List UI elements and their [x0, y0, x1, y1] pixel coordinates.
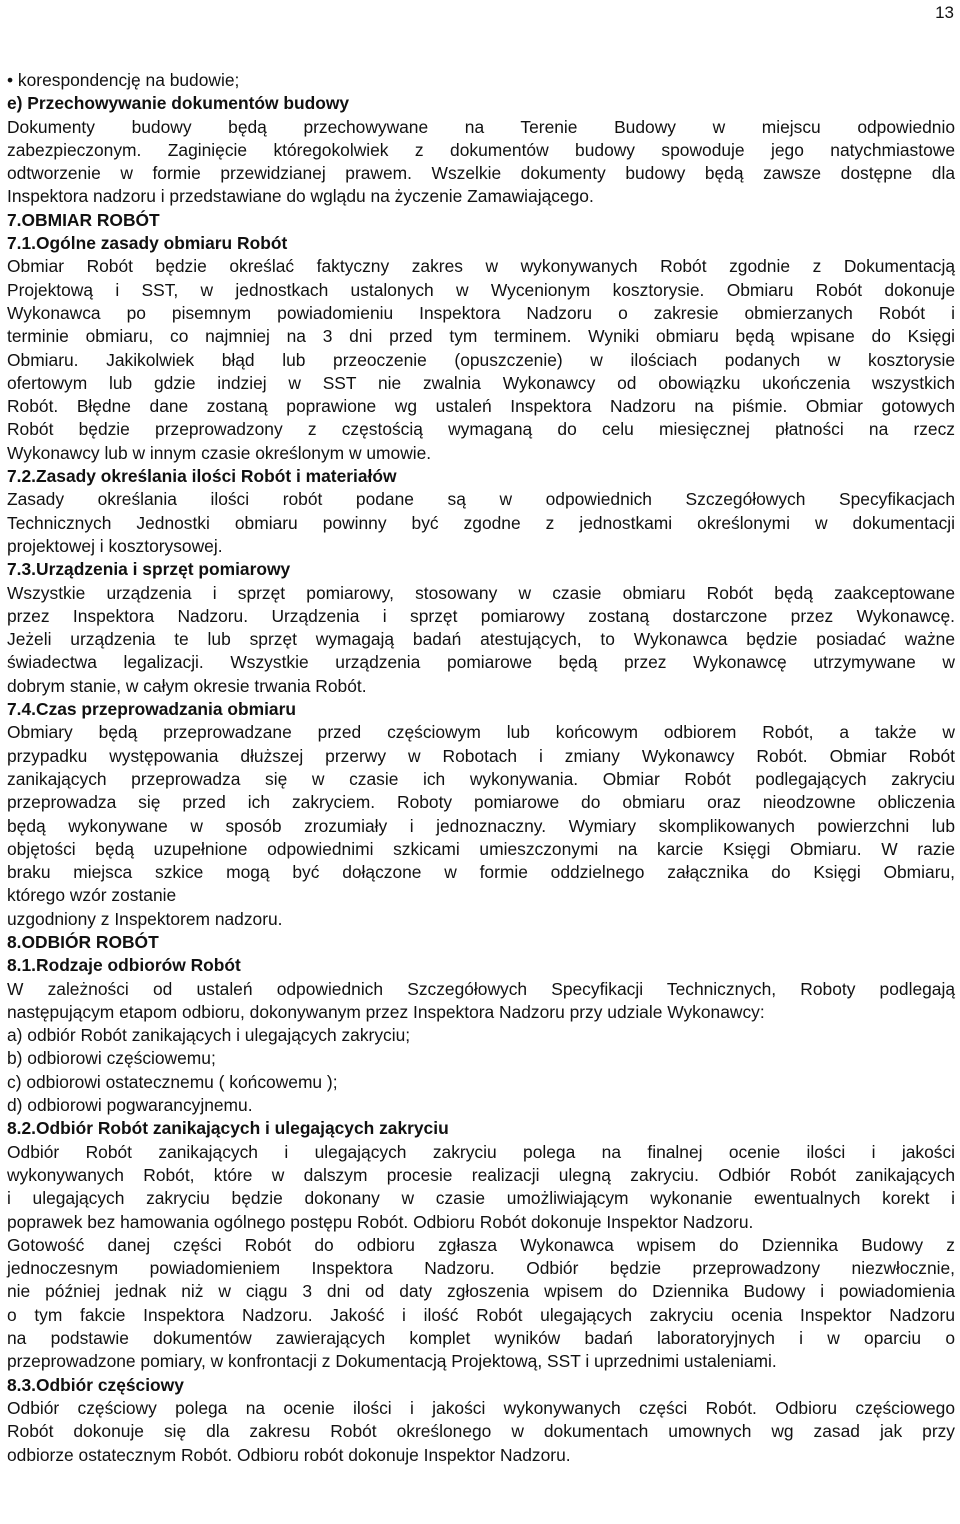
- text-line: świadectwa legalizacji. Wszystkie urządzenia pomiarowe będą przez Wykonawcę utrzymywane w: [7, 652, 955, 673]
- text-line: Gotowość danej części Robót do odbioru zgłasza Wykonawca wpisem do Dziennika Budowy z: [7, 1234, 955, 1255]
- text-line: Obmiary będą przeprowadzane przed częściowym lub końcowym odbiorem Robót, a także w: [7, 722, 955, 743]
- page-number: 13: [935, 3, 954, 22]
- text-line: Odbiór Robót zanikających i ulegających zakryciu polega na finalnej ocenie ilości i jakości: [7, 1141, 955, 1162]
- text-line: Robót będzie przeprowadzony z częstością wymaganą do celu miesięcznej płatności na rzecz: [7, 419, 955, 440]
- text-line: będą wykonywane w sposób zrozumiały i jednoznaczny. Wymiary skomplikowanych powierzchni lub: [7, 815, 955, 836]
- section-heading: 7.1.Ogólne zasady obmiaru Robót: [7, 233, 288, 254]
- text-line: dobrym stanie, w całym okresie trwania Robót.: [7, 675, 367, 696]
- text-line: Odbiór częściowy polega na ocenie ilości i jakości wykonywanych części Robót. Odbioru częściowego: [7, 1397, 955, 1418]
- text-line: objętości będą uzupełnione odpowiednimi szkicami umieszczonymi na karcie Księgi Obmiaru. W razie: [7, 838, 955, 859]
- text-line: • korespondencję na budowie;: [7, 70, 240, 90]
- text-line: nie później jednak niż w ciągu 3 dni od daty zgłoszenia wpisem do Dziennika Budowy i powiadomienia: [7, 1281, 955, 1302]
- section-heading: 7.3.Urządzenia i sprzęt pomiarowy: [7, 559, 291, 580]
- text-line: przeprowadza się przed ich zakryciem. Roboty pomiarowe do obmiaru oraz nieodzowne obliczenia: [7, 792, 955, 813]
- section-heading: 8.2.Odbiór Robót zanikających i ulegających zakryciu: [7, 1118, 449, 1139]
- text-line: projektowej i kosztorysowej.: [7, 535, 223, 556]
- text-line: odtworzenie w formie przewidzianej prawem. Wszelkie dokumenty budowy będą zawsze dostępne dla: [7, 163, 955, 184]
- text-line: zanikających przeprowadza się w czasie ich wykonywania. Obmiar Robót podlegających zakryciu: [7, 768, 955, 789]
- section-heading: 7.OBMIAR ROBÓT: [7, 209, 160, 230]
- text-line: W zależności od ustaleń odpowiednich Szczegółowych Specyfikacji Technicznych, Roboty podlegają: [7, 978, 955, 999]
- text-line: Wszystkie urządzenia i sprzęt pomiarowy, stosowany w czasie obmiaru Robót będą zaakceptowane: [7, 582, 955, 603]
- text-line: Projektową i SST, w jednostkach ustalonych w Wycenionym kosztorysie. Obmiaru Robót dokonuje: [7, 279, 955, 300]
- text-line: Robót dokonuje się dla zakresu Robót określonego w dokumentach umownych wg zasad jak przy: [7, 1421, 955, 1442]
- text-line: i ulegających zakryciu będzie dokonany w czasie umożliwiającym wykonanie ewentualnych korekt i: [7, 1188, 955, 1209]
- text-line: Wykonawca po pisemnym powiadomieniu Inspektora Nadzoru o zakresie obmierzanych Robót i: [7, 302, 955, 323]
- text-line: odbiorze ostatecznym Robót. Odbioru robót dokonuje Inspektor Nadzoru.: [7, 1444, 571, 1465]
- text-line: przypadku występowania dłuższej przerwy w Robotach i zmiany Wykonawcy Robót. Obmiar Robót: [7, 745, 955, 766]
- text-line: przeprowadzone pomiary, w konfrontacji z Dokumentacją Projektową, SST i uprzednimi ustaleniami.: [7, 1351, 777, 1372]
- text-line: na podstawie dokumentów zawierających komplet wyników badań laboratoryjnych i w oparciu o: [7, 1328, 955, 1349]
- text-line: c) odbiorowi ostatecznemu ( końcowemu );: [7, 1071, 338, 1092]
- text-line: zabezpieczonym. Zaginięcie któregokolwiek z dokumentów budowy spowoduje jego natychmiastowe: [7, 139, 955, 160]
- text-line: Obmiar Robót będzie określać faktyczny zakres w wykonywanych Robót zgodnie z Dokumentacją: [7, 256, 955, 277]
- text-line: Obmiaru. Jakikolwiek błąd lub przeoczenie (opuszczenie) w ilościach podanych w kosztorysie: [7, 349, 955, 370]
- text-line: wykonywanych Robót, które w dalszym procesie realizacji ulegną zakryciu. Odbiór Robót zanikających: [7, 1164, 955, 1185]
- text-line: a) odbiór Robót zanikających i ulegających zakryciu;: [7, 1025, 411, 1046]
- text-line: Inspektora nadzoru i przedstawiane do wglądu na życzenie Zamawiającego.: [7, 186, 594, 207]
- text-line: ofertowym lub gdzie indziej w SST nie zwalnia Wykonawcy od obowiązku ukończenia wszystkich: [7, 372, 955, 393]
- text-line: d) odbiorowi pogwarancyjnemu.: [7, 1095, 253, 1116]
- text-line: poprawek bez hamowania ogólnego postępu Robót. Odbioru Robót dokonuje Inspektor Nadzoru.: [7, 1211, 754, 1232]
- text-line: następującym etapom odbioru, dokonywanym przez Inspektora Nadzoru przy udziale Wykonawcy:: [7, 1001, 765, 1022]
- text-line: o tym fakcie Inspektora Nadzoru. Jakość i ilość Robót ulegających zakryciu ocenia Inspektor Nadzoru: [7, 1304, 955, 1325]
- document-body: [7, 69, 955, 1467]
- section-heading: 7.2.Zasady określania ilości Robót i materiałów: [7, 466, 397, 487]
- text-line: jednoczesnym powiadomieniem Inspektora Nadzoru. Odbiór będzie przeprowadzony niezwłocznie,: [7, 1258, 955, 1279]
- text-line: braku miejsca szkice mogą być dołączone w formie oddzielnego załącznika do Księgi Obmiaru,: [7, 862, 955, 883]
- section-heading: 7.4.Czas przeprowadzania obmiaru: [7, 699, 296, 720]
- section-heading: 8.ODBIÓR ROBÓT: [7, 931, 159, 952]
- text-line: Robót. Błędne dane zostaną poprawione wg ustaleń Inspektora Nadzoru na piśmie. Obmiar gotowych: [7, 396, 955, 417]
- text-line: Jeżeli urządzenia te lub sprzęt wymagają badań atestujących, to Wykonawca będzie posiadać ważne: [7, 629, 955, 650]
- text-line: Dokumenty budowy będą przechowywane na Terenie Budowy w miejscu odpowiednio: [7, 116, 955, 137]
- text-line: uzgodniony z Inspektorem nadzoru.: [7, 908, 283, 929]
- text-line: terminie obmiaru, co najmniej na 3 dni przed tym terminem. Wyniki obmiaru będą wpisane do Księgi: [7, 326, 955, 347]
- text-line: którego wzór zostanie: [7, 885, 177, 906]
- text-line: b) odbiorowi częściowemu;: [7, 1048, 216, 1069]
- section-heading: 8.1.Rodzaje odbiorów Robót: [7, 955, 241, 976]
- text-line: Technicznych Jednostki obmiaru powinny być zgodne z jednostkami określonymi w dokumentacji: [7, 512, 955, 533]
- text-line: Zasady określania ilości robót podane są w odpowiednich Szczegółowych Specyfikacjach: [7, 489, 955, 510]
- text-line: przez Inspektora Nadzoru. Urządzenia i sprzęt pomiarowy zostaną dostarczone przez Wykonawcę.: [7, 605, 955, 626]
- section-heading: 8.3.Odbiór częściowy: [7, 1374, 184, 1395]
- text-line: Wykonawcy lub w innym czasie określonym w umowie.: [7, 442, 432, 463]
- section-heading: e) Przechowywanie dokumentów budowy: [7, 93, 350, 114]
